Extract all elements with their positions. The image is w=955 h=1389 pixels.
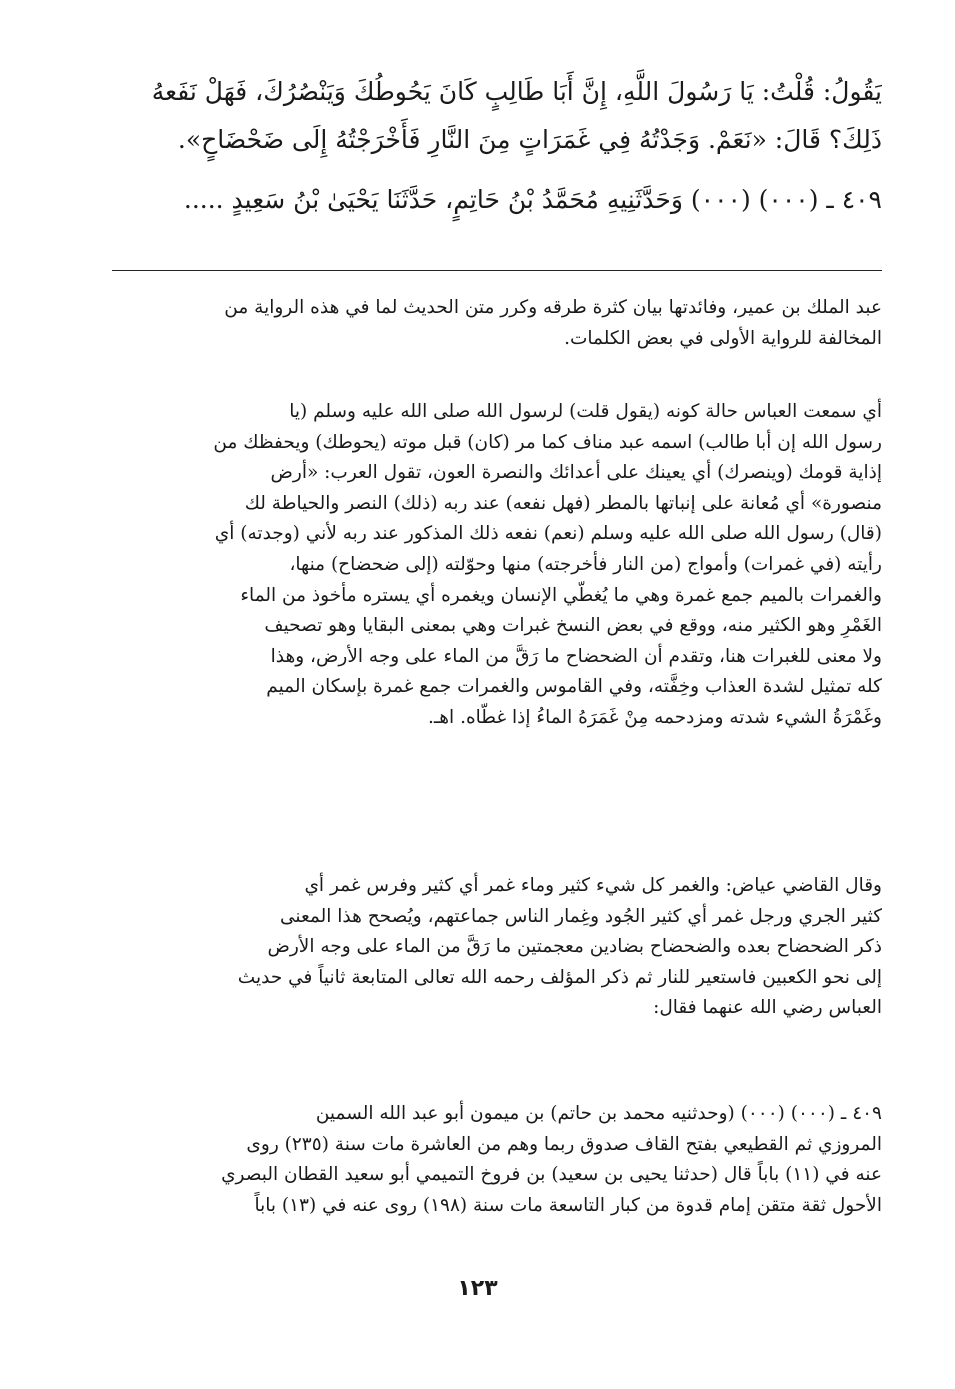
hadith-line-3: ٤٠٩ ـ (٠٠٠) (٠٠٠) وَحَدَّثَنِيهِ مُحَمَّدُ بْنُ حَاتِمٍ، حَدَّثَنَا يَحْيَىٰ بْنُ سَعِيدٍ ..... xyxy=(183,185,882,214)
commentary-line: العباس رضي الله عنهما فقال: xyxy=(653,997,882,1019)
commentary-line: وغَمْرَةُ الشيء شدته ومزدحمه مِنْ غَمَرَهُ الماءُ إذا غطّاه. اهـ. xyxy=(428,706,882,728)
hadith-line-2: ذَلِكَ؟ قَالَ: «نَعَمْ. وَجَدْتُهُ فِي غَمَرَاتٍ مِنَ النَّارِ فَأَخْرَجْتُهُ إِلَى ضَحْضَاحٍ». xyxy=(177,125,882,154)
commentary-line: كثير الجري ورجل غمر أي كثير الجُود وغِمار الناس جماعتهم، ويُصحح هذا المعنى xyxy=(279,905,882,927)
commentary-line: ولا معنى للغبرات هنا، وتقدم أن الضحضاح ما رَقَّ من الماء على وجه الأرض، وهذا xyxy=(270,645,882,667)
commentary-line: عنه في (١١) باباً قال (حدثنا يحيى بن سعيد) بن فروخ التميمي أبو سعيد القطان البصري xyxy=(221,1164,882,1186)
commentary-line: إذاية قومك (وينصرك) أي يعينك على أعدائك والنصرة العون، تقول العرب: «أرض xyxy=(270,462,882,484)
commentary-line: وقال القاضي عياض: والغمر كل شيء كثير وماء غمر أي كثير وفرس غمر أي xyxy=(304,875,882,896)
commentary-line: ذكر الضحضاح بعده والضحضاح بضادين معجمتين ما رَقَّ من الماء على وجه الأرض xyxy=(267,936,882,958)
commentary-line: ٤٠٩ ـ (٠٠٠) (٠٠٠) (وحدثنيه محمد بن حاتم) بن ميمون أبو عبد الله السمين xyxy=(315,1103,882,1124)
commentary-paragraph-4 xyxy=(112,1099,882,1221)
hadith-text xyxy=(112,68,882,224)
hadith-line-1: يَقُولُ: قُلْتُ: يَا رَسُولَ اللَّهِ، إِنَّ أَبَا طَالِبٍ كَانَ يَحُوطُكَ وَيَنْصُرُكَ، فَهَلْ نَفَعهُ xyxy=(151,77,882,106)
commentary-line: (قال) رسول الله صلى الله عليه وسلم (نعم) نفعه ذلك المذكور عند ربه لأني (وجدته) أي xyxy=(214,523,882,545)
commentary-line: والغمرات بالميم جمع غمرة وهي ما يُغطّي الإنسان ويغمره أي يستره مأخوذ من الماء xyxy=(240,584,882,606)
commentary-line: إلى نحو الكعبين فاستعير للنار ثم ذكر المؤلف رحمه الله تعالى المتابعة ثانياً في حديث xyxy=(237,966,882,988)
commentary-line: منصورة» أي مُعانة على إنباتها بالمطر (فهل نفعه) عند ربه (ذلك) النصر والحياطة لك xyxy=(244,492,882,514)
commentary-line: أي سمعت العباس حالة كونه (يقول قلت) لرسول الله صلى الله عليه وسلم (يا xyxy=(289,401,882,422)
commentary-line: رسول الله إن أبا طالب) اسمه عبد مناف كما مر (كان) قبل موته (يحوطك) ويحفظك من xyxy=(213,431,882,453)
commentary-line: المخالفة للرواية الأولى في بعض الكلمات. xyxy=(564,327,882,349)
commentary-line: رأيته (في غمرات) وأمواج (من النار فأخرجته) منها وحوّلته (إلى ضحضاح) منها، xyxy=(289,553,882,575)
footnote-divider xyxy=(112,270,882,271)
commentary-line: المروزي ثم القطيعي بفتح القاف صدوق ربما وهم من العاشرة مات سنة (٢٣٥) روى xyxy=(246,1133,882,1155)
commentary-paragraph-2 xyxy=(112,397,882,734)
commentary-line: الأحول ثقة متقن إمام قدوة من كبار التاسعة مات سنة (١٩٨) روى عنه في (١٣) باباً xyxy=(254,1194,882,1216)
page-number: ١٢٣ xyxy=(457,1276,498,1301)
commentary-paragraph-3 xyxy=(112,871,882,1024)
commentary-line: عبد الملك بن عمير، وفائدتها بيان كثرة طرقه وكرر متن الحديث لما في هذه الرواية من xyxy=(224,297,882,318)
commentary-line: كله تمثيل لشدة العذاب وخِفَّته، وفي القاموس والغمرات جمع غمرة بإسكان الميم xyxy=(266,676,882,698)
commentary-line: الغَمْرِ وهو الكثير منه، ووقع في بعض النسخ غبرات وهي بمعنى البقايا وهو تصحيف xyxy=(264,615,882,637)
commentary-paragraph-1 xyxy=(112,293,882,354)
